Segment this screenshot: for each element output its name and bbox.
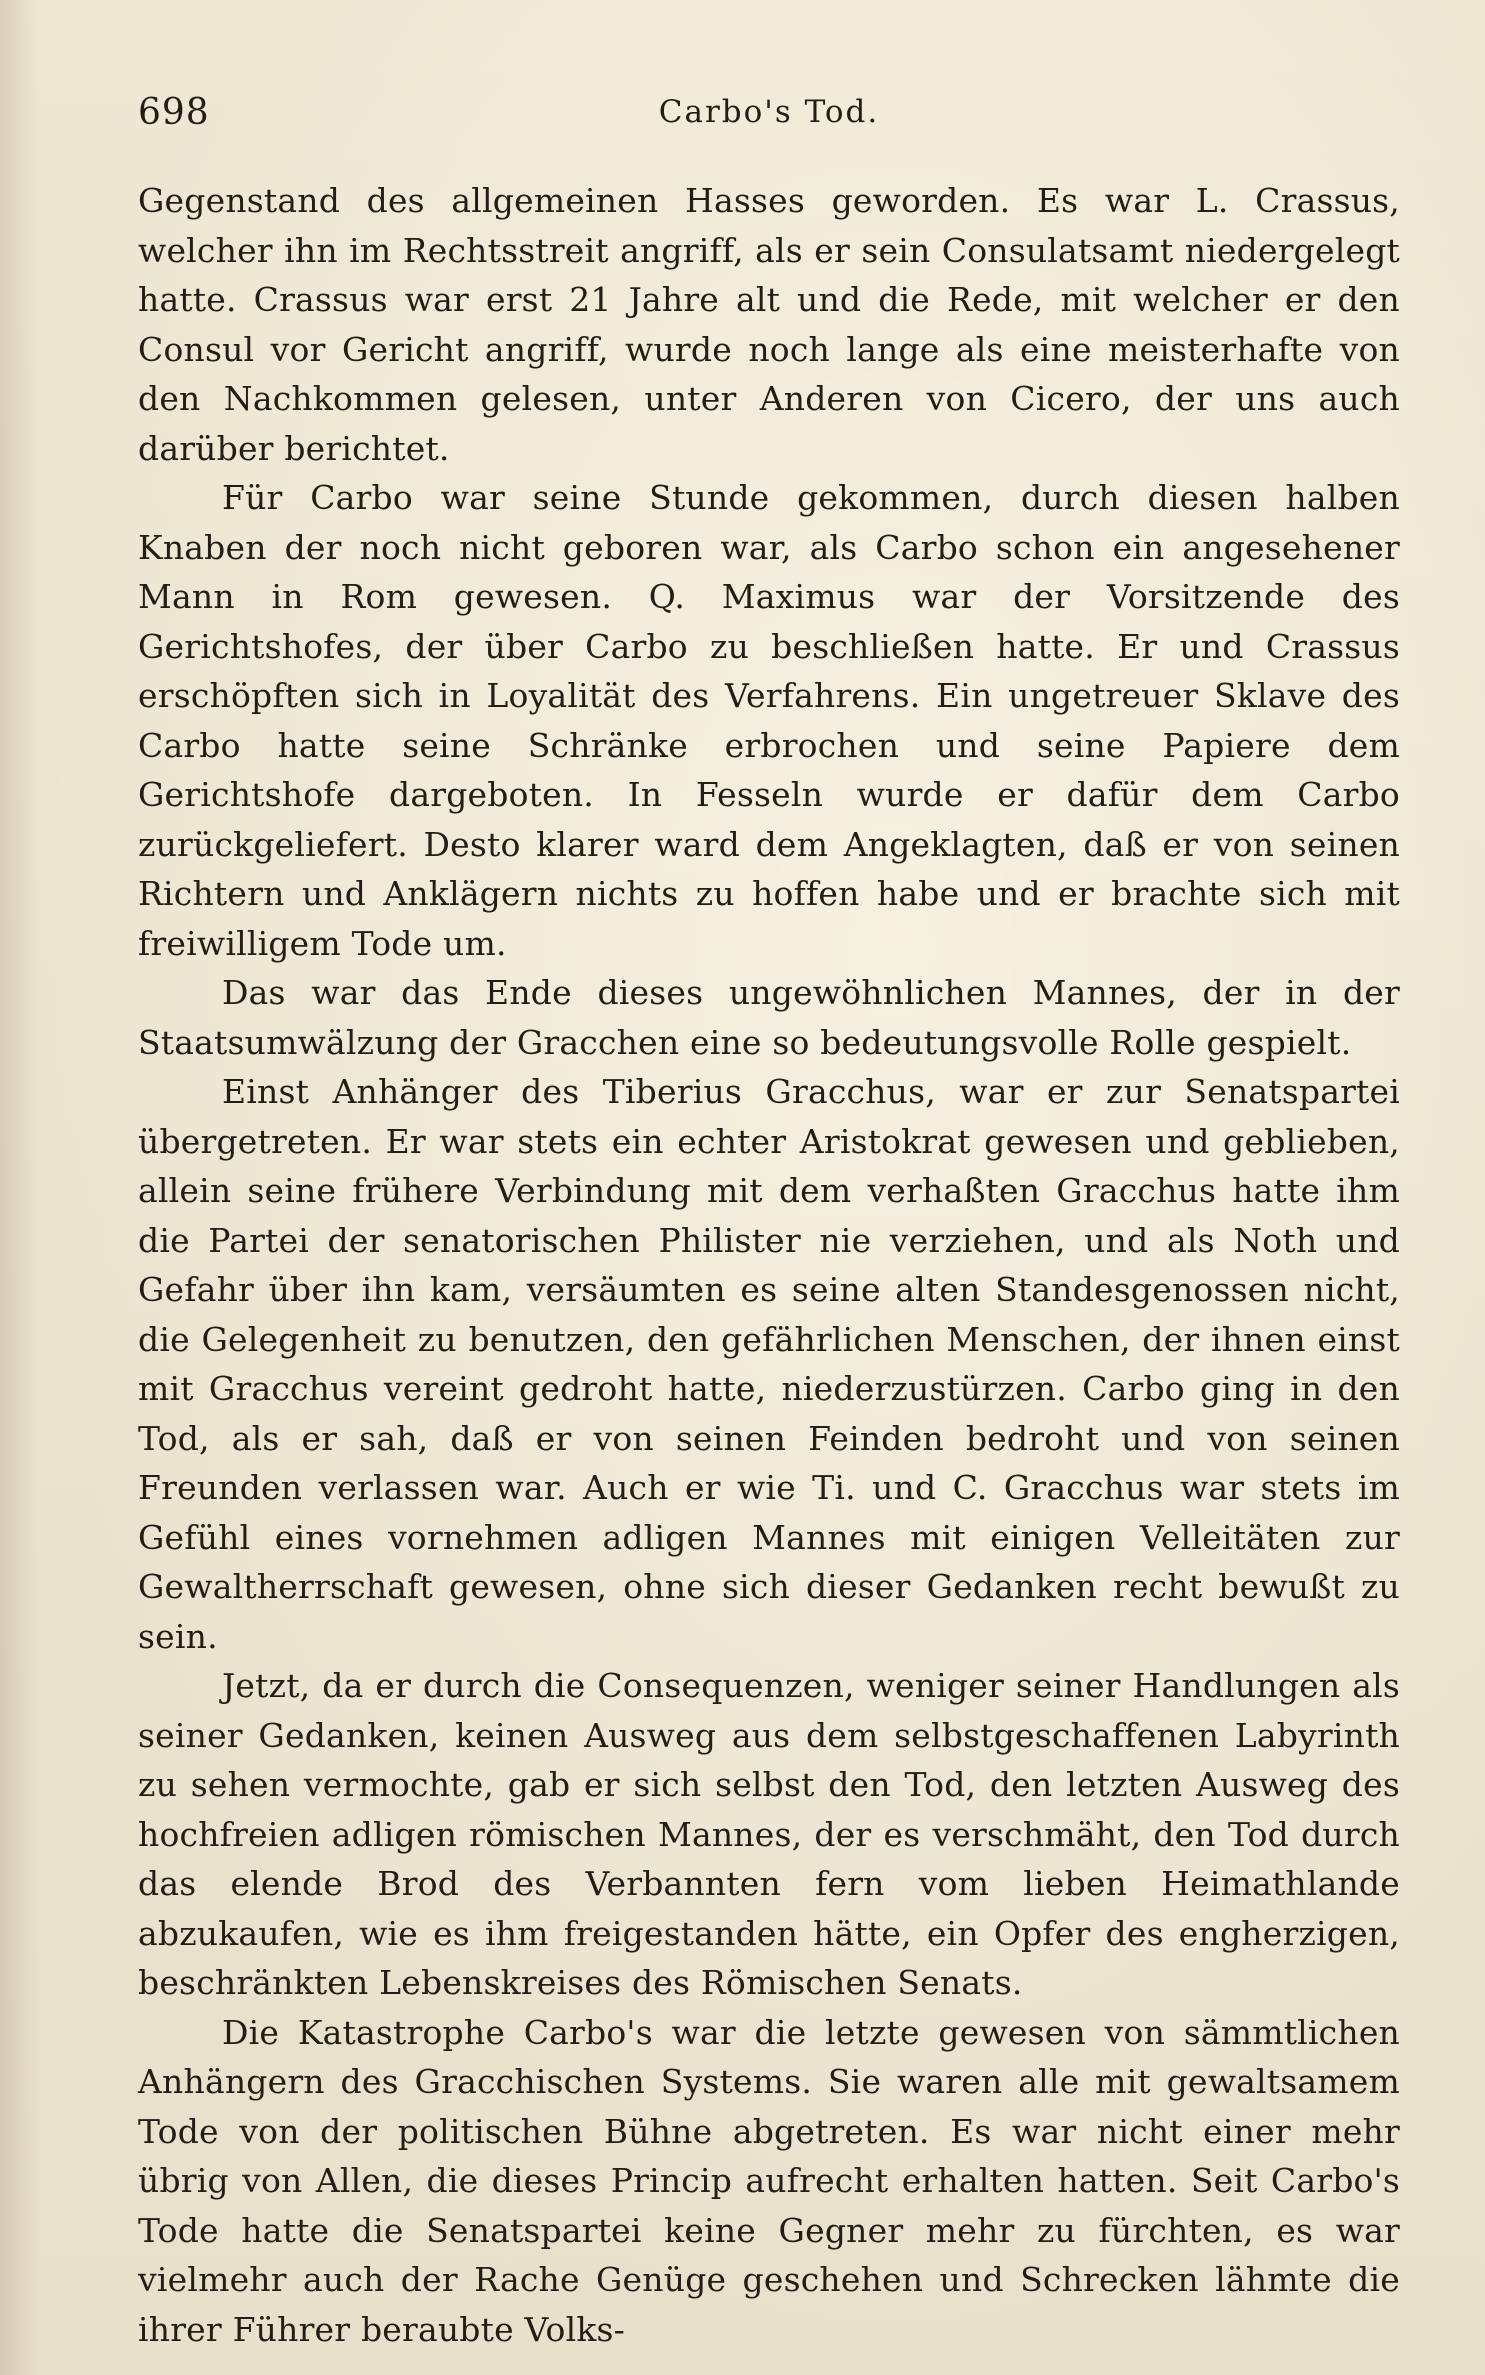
paragraph-5: Jetzt, da er durch die Consequenzen, weniger seiner Handlungen als seiner Gedanken, keinen Ausweg aus dem selbstgeschaffenen Labyrinth zu sehen vermochte, gab er sich selbst den Tod, den letzten Ausweg des hochfreien adligen römischen Mannes, der es verschmäht, den Tod durch das elende Brod des Verbannten fern vom lieben Heimathlande abzukaufen, wie es ihm freigestanden hätte, ein Opfer des engherzigen, beschränkten Lebenskreises des Römischen Senats. xyxy=(138,1666,1400,2002)
paragraph-3: Das war das Ende dieses ungewöhnlichen Mannes, der in der Staatsumwälzung der Gracchen eine so bedeutungsvolle Rolle gespielt. xyxy=(138,973,1400,1062)
paragraph-2: Für Carbo war seine Stunde gekommen, durch diesen halben Knaben der noch nicht geboren war, als Carbo schon ein angesehener Mann in Rom gewesen. Q. Maximus war der Vorsitzende des Gerichtshofes, der über Carbo zu beschließen hatte. Er und Crassus erschöpften sich in Loyalität des Verfahrens. Ein ungetreuer Sklave des Carbo hatte seine Schränke erbrochen und seine Papiere dem Gerichtshofe dargeboten. In Fesseln wurde er dafür dem Carbo zurückgeliefert. Desto klarer ward dem Angeklagten, daß er von seinen Richtern und Anklägern nichts zu hoffen habe und er brachte sich mit freiwilligem Tode um. xyxy=(138,478,1400,963)
binding-shadow xyxy=(0,0,40,2375)
paragraph-1: Gegenstand des allgemeinen Hasses geworden. Es war L. Crassus, welcher ihn im Rechtsstreit angriff, als er sein Consulatsamt niedergelegt hatte. Crassus war erst 21 Jahre alt und die Rede, mit welcher er den Consul vor Gericht angriff, wurde noch lange als eine meisterhafte von den Nachkommen gelesen, unter Anderen von Cicero, der uns auch darüber berichtet. xyxy=(138,181,1400,468)
paragraph-6: Die Katastrophe Carbo's war die letzte gewesen von sämmtlichen Anhängern des Gracchischen Systems. Sie waren alle mit gewaltsamem Tode von der politischen Bühne abgetreten. Es war nicht einer mehr übrig von Allen, die dieses Princip aufrecht erhalten hatten. Seit Carbo's Tode hatte die Senatspartei keine Gegner mehr zu fürchten, es war vielmehr auch der Rache Genüge geschehen und Schrecken lähmte die ihrer Führer beraubte Volks- xyxy=(138,2012,1400,2349)
body-text xyxy=(138,176,1400,2354)
paragraph-4: Einst Anhänger des Tiberius Gracchus, war er zur Senatspartei übergetreten. Er war stets ein echter Aristokrat gewesen und geblieben, allein seine frühere Verbindung mit dem verhaßten Gracchus hatte ihm die Partei der senatorischen Philister nie verziehen, und als Noth und Gefahr über ihn kam, versäumten es seine alten Standesgenossen nicht, die Gelegenheit zu benutzen, den gefährlichen Menschen, der ihnen einst mit Gracchus vereint gedroht hatte, niederzustürzen. Carbo ging in den Tod, als er sah, daß er von seinen Feinden bedroht und von seinen Freunden verlassen war. Auch er wie Ti. und C. Gracchus war stets im Gefühl eines vornehmen adligen Mannes mit einigen Velleitäten zur Gewaltherrschaft gewesen, ohne sich dieser Gedanken recht bewußt zu sein. xyxy=(138,1072,1400,1656)
page-number: 698 xyxy=(138,92,210,133)
running-title: Carbo's Tod. xyxy=(658,94,880,130)
page-header xyxy=(138,92,1400,142)
